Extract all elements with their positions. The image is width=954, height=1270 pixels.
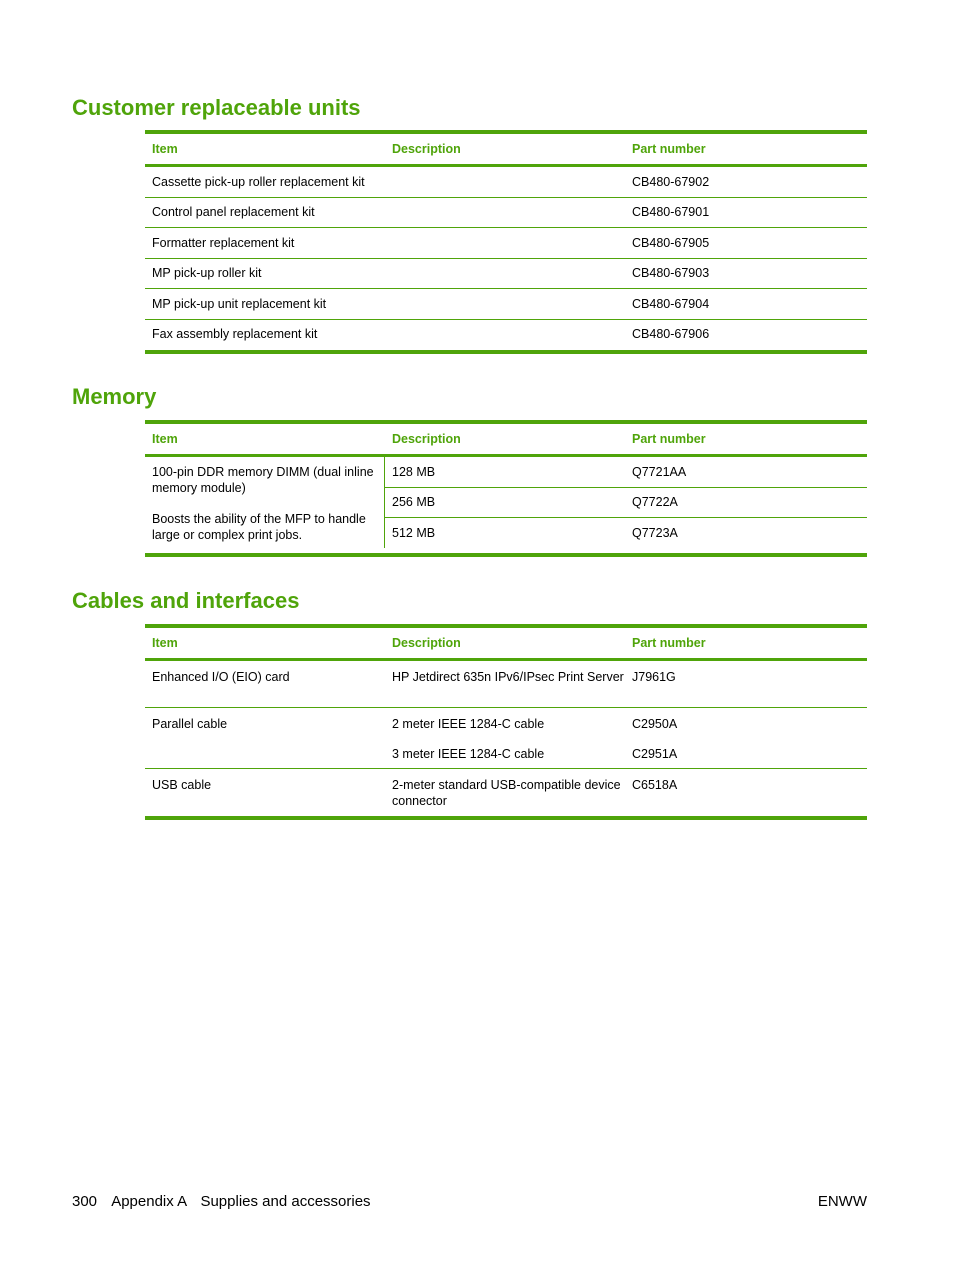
table-row (145, 259, 867, 290)
table-row (145, 289, 867, 320)
table-row (145, 198, 867, 229)
table-row (145, 167, 867, 198)
memory-options (385, 457, 867, 548)
cell-item: Enhanced I/O (EIO) card (152, 670, 290, 684)
header-part-number: Part number (632, 142, 706, 156)
memory-item-cell (145, 457, 385, 548)
header-item: Item (152, 142, 178, 156)
cell-part-number: Q7722A (632, 495, 678, 510)
cru-table (145, 130, 867, 354)
cell-part-number (625, 716, 867, 762)
header-description: Description (392, 432, 461, 446)
header-description: Description (392, 636, 461, 650)
memory-table (145, 420, 867, 557)
cell-item: MP pick-up unit replacement kit (152, 296, 327, 311)
header-description: Description (392, 142, 461, 156)
description-line: 2 meter IEEE 1284-C cable (392, 717, 545, 731)
page-number: 300 (72, 1193, 98, 1210)
cell-item: Cassette pick-up roller replacement kit (152, 174, 365, 189)
part-number-line: C2951A (632, 747, 678, 761)
cables-table (145, 624, 867, 820)
table-row (145, 661, 867, 708)
table-row (145, 320, 867, 350)
cell-description: 256 MB (392, 495, 436, 510)
memory-item-note: Boosts the ability of the MFP to handle large or complex print jobs. (152, 512, 366, 542)
table-row (385, 488, 867, 519)
section-title-memory: Memory (72, 384, 157, 409)
cell-part-number: J7961G (632, 670, 676, 684)
cell-item: Parallel cable (152, 717, 228, 731)
cell-part-number: CB480-67901 (632, 205, 710, 220)
cell-description: HP Jetdirect 635n IPv6/IPsec Print Server (392, 670, 624, 684)
table-row (385, 518, 867, 548)
cru-table-header (145, 134, 867, 167)
header-part-number: Part number (632, 636, 706, 650)
header-item: Item (152, 432, 178, 446)
footer-chapter: Appendix A (111, 1193, 187, 1210)
part-number-line: C2950A (632, 717, 678, 731)
cell-part-number: C6518A (632, 778, 678, 792)
description-line: 3 meter IEEE 1284-C cable (392, 747, 545, 761)
section-title-cables: Cables and interfaces (72, 588, 300, 613)
cables-table-header (145, 628, 867, 661)
cell-part-number: CB480-67902 (632, 174, 710, 189)
cell-item: Fax assembly replacement kit (152, 327, 318, 342)
cell-part-number: CB480-67904 (632, 296, 710, 311)
cell-description: 128 MB (392, 464, 436, 479)
footer-right: ENWW (817, 1193, 867, 1210)
footer-left (72, 1193, 371, 1210)
memory-table-header (145, 424, 867, 457)
table-row (145, 228, 867, 259)
cell-item: Formatter replacement kit (152, 235, 295, 250)
table-row (145, 708, 867, 769)
memory-table-body (145, 457, 867, 548)
cell-item: Control panel replacement kit (152, 205, 315, 220)
cell-description: 2-meter standard USB-compatible device connector (392, 778, 621, 808)
cell-item: MP pick-up roller kit (152, 266, 262, 281)
header-item: Item (152, 636, 178, 650)
cell-part-number: Q7723A (632, 525, 678, 540)
section-title-cru: Customer replaceable units (72, 95, 361, 120)
table-row (385, 457, 867, 488)
footer-chapter-title: Supplies and accessories (200, 1193, 371, 1210)
cell-part-number: CB480-67906 (632, 327, 710, 342)
cell-item: USB cable (152, 778, 212, 792)
cell-description: 512 MB (392, 525, 436, 540)
cell-part-number: CB480-67905 (632, 235, 710, 250)
page-footer (72, 1193, 867, 1210)
cell-part-number: CB480-67903 (632, 266, 710, 281)
memory-item-name: 100-pin DDR memory DIMM (dual inline memory module) (152, 465, 374, 495)
header-part-number: Part number (632, 432, 706, 446)
table-row (145, 769, 867, 815)
cell-description (385, 716, 625, 762)
cell-part-number: Q7721AA (632, 464, 687, 479)
